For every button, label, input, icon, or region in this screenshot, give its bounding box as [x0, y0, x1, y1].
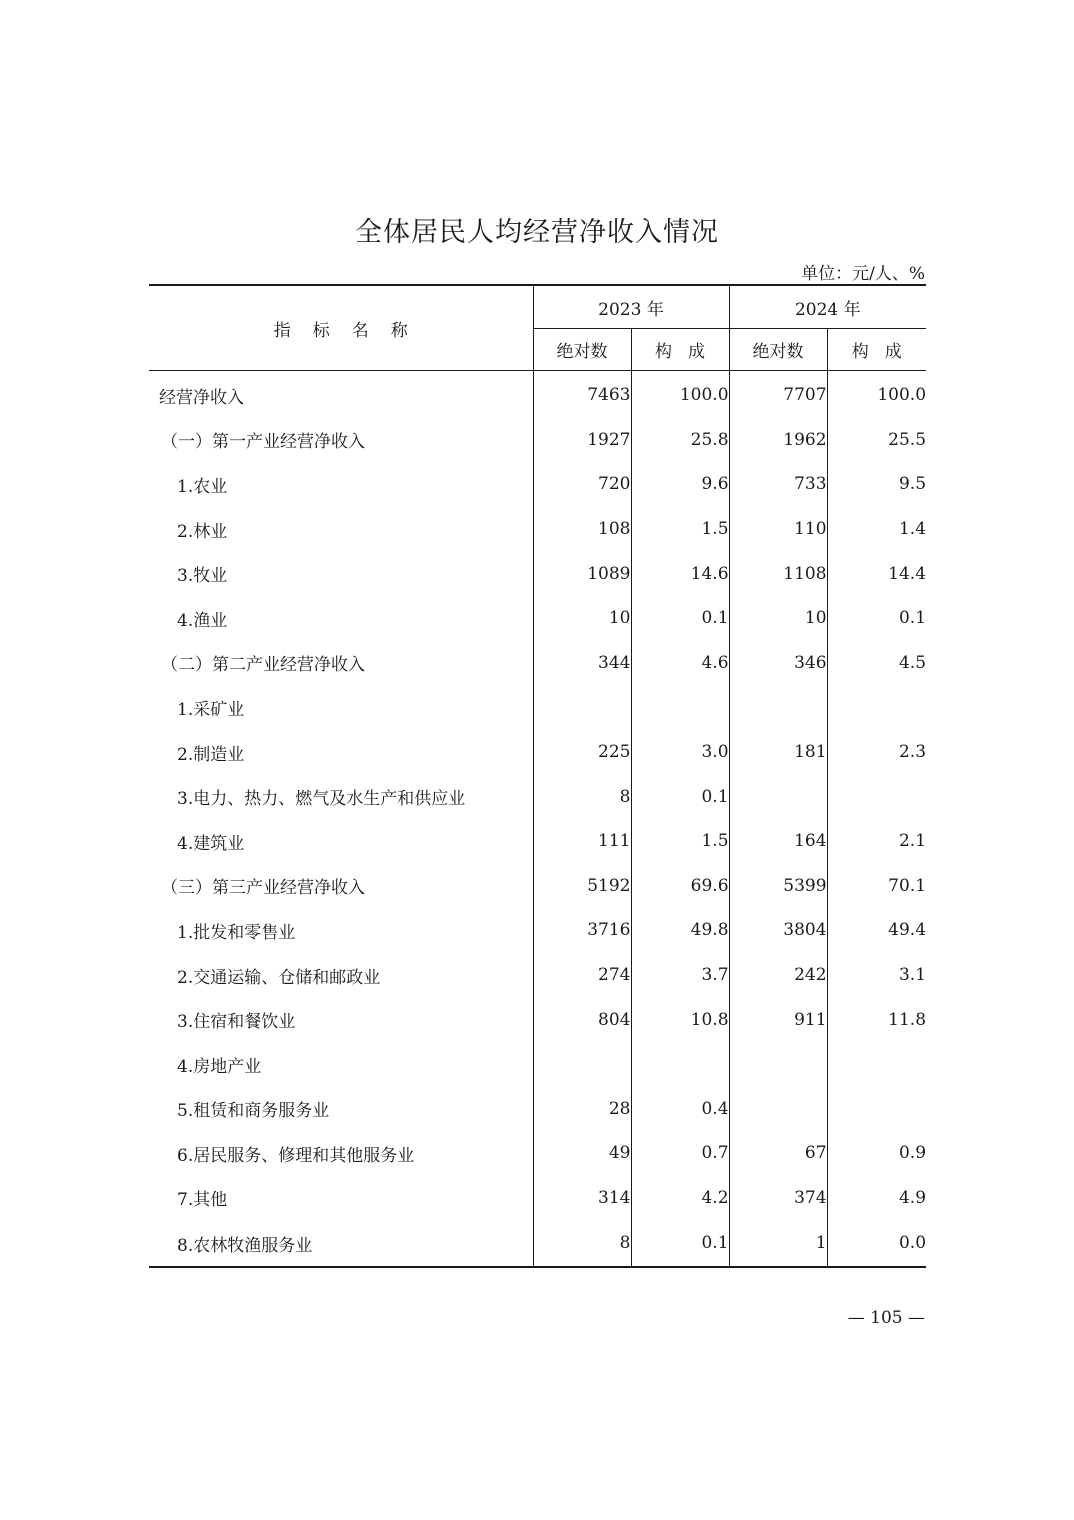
page-number: — 105 —: [847, 1308, 925, 1328]
value-2023-composition: 4.6: [631, 641, 729, 686]
value-2024-absolute: [729, 1042, 827, 1087]
composition-header-2024: 构成: [827, 329, 926, 371]
value-2024-absolute: [729, 685, 827, 730]
value-2024-composition: 2.1: [898, 831, 927, 852]
value-2024-composition: 4.9: [898, 1187, 927, 1208]
table-row: [149, 774, 926, 819]
table-row: [149, 1220, 926, 1267]
value-2024-composition: 0.1: [898, 608, 927, 629]
table-row: [149, 1042, 926, 1087]
row-name: 8.农林牧渔服务业: [149, 1220, 533, 1267]
value-2023-absolute: 108: [533, 507, 631, 552]
table-row: [149, 1131, 926, 1176]
row-name: 4.建筑业: [149, 819, 533, 864]
value-2023-absolute: 344: [533, 641, 631, 686]
value-2024-composition: 3.1: [898, 965, 927, 986]
value-2023-absolute: 8: [533, 774, 631, 819]
value-2023-absolute: [533, 685, 631, 730]
value-2024-composition: 14.4: [888, 563, 927, 584]
value-2023-absolute: 274: [533, 953, 631, 998]
table-row: [149, 997, 926, 1042]
table-row: [149, 908, 926, 953]
value-2024-absolute: 374: [729, 1176, 827, 1221]
value-2023-absolute: [533, 1042, 631, 1087]
row-name: 1.批发和零售业: [149, 908, 533, 953]
value-2024-composition: 2.3: [898, 742, 927, 763]
value-2023-absolute: 1089: [533, 551, 631, 596]
value-2024-absolute: 1: [729, 1220, 827, 1267]
row-name: 3.电力、热力、燃气及水生产和供应业: [149, 774, 533, 819]
row-name: 5.租赁和商务服务业: [149, 1087, 533, 1132]
value-2023-absolute: 720: [533, 462, 631, 507]
indicator-header: 指标名称: [149, 285, 533, 371]
table-row: [149, 730, 926, 775]
value-2023-absolute: 5192: [533, 864, 631, 909]
value-2024-absolute: 10: [729, 596, 827, 641]
year-header-2024: 2024 年: [729, 285, 926, 329]
value-2024-absolute: 164: [729, 819, 827, 864]
table-row: [149, 1176, 926, 1221]
absolute-header-2024: 绝对数: [729, 329, 827, 371]
value-2024-composition: [827, 1042, 926, 1087]
value-2024-absolute: 181: [729, 730, 827, 775]
unit-label: 单位：元/人、%: [801, 264, 925, 284]
table-row: [149, 819, 926, 864]
value-2024-absolute: 242: [729, 953, 827, 998]
row-name: 4.渔业: [149, 596, 533, 641]
row-name: 7.其他: [149, 1176, 533, 1221]
value-2023-composition: 0.4: [631, 1087, 729, 1132]
value-2023-absolute: 7463: [533, 371, 631, 418]
table-row: [149, 641, 926, 686]
row-name: 2.林业: [149, 507, 533, 552]
row-name: （二）第二产业经营净收入: [149, 641, 533, 686]
value-2023-absolute: 111: [533, 819, 631, 864]
value-2024-absolute: 7707: [729, 371, 827, 418]
value-2023-absolute: 28: [533, 1087, 631, 1132]
table-row: [149, 953, 926, 998]
row-name: 3.住宿和餐饮业: [149, 997, 533, 1042]
value-2024-absolute: 5399: [729, 864, 827, 909]
row-name: 2.制造业: [149, 730, 533, 775]
row-name: 1.农业: [149, 462, 533, 507]
value-2024-absolute: 3804: [729, 908, 827, 953]
value-2023-composition: 0.7: [631, 1131, 729, 1176]
value-2024-absolute: 1962: [729, 418, 827, 463]
value-2024-composition: 0.0: [827, 1220, 926, 1267]
value-2023-absolute: 225: [533, 730, 631, 775]
table-row: [149, 1087, 926, 1132]
value-2023-composition: 0.1: [631, 596, 729, 641]
value-2023-absolute: 804: [533, 997, 631, 1042]
row-name: （三）第三产业经营净收入: [149, 864, 533, 909]
value-2024-composition: 0.9: [898, 1143, 927, 1164]
value-2023-composition: 9.6: [631, 462, 729, 507]
table-row: [149, 551, 926, 596]
table-row: [149, 864, 926, 909]
value-2024-composition: 100.0: [877, 385, 927, 406]
value-2024-absolute: 67: [729, 1131, 827, 1176]
value-2023-absolute: 8: [533, 1220, 631, 1267]
table-row: [149, 596, 926, 641]
row-name: 经营净收入: [149, 371, 533, 418]
value-2024-absolute: 1108: [729, 551, 827, 596]
value-2023-composition: 10.8: [631, 997, 729, 1042]
table-row: [149, 685, 926, 730]
value-2023-composition: 25.8: [631, 418, 729, 463]
value-2024-absolute: 346: [729, 641, 827, 686]
composition-header-2023: 构成: [631, 329, 729, 371]
value-2023-absolute: 10: [533, 596, 631, 641]
table-row: [149, 507, 926, 552]
value-2023-composition: 3.0: [631, 730, 729, 775]
value-2023-absolute: 49: [533, 1131, 631, 1176]
table-row: [149, 371, 926, 418]
value-2024-composition: 1.4: [898, 519, 927, 540]
value-2023-composition: 0.1: [631, 1220, 729, 1267]
value-2024-absolute: [729, 774, 827, 819]
value-2024-composition: 4.5: [898, 652, 927, 673]
value-2024-composition: [827, 774, 926, 819]
value-2023-composition: [631, 685, 729, 730]
absolute-header-2023: 绝对数: [533, 329, 631, 371]
value-2023-composition: [631, 1042, 729, 1087]
page-title: 全体居民人均经营净收入情况: [355, 217, 719, 248]
row-name: 6.居民服务、修理和其他服务业: [149, 1131, 533, 1176]
value-2023-absolute: 3716: [533, 908, 631, 953]
value-2024-absolute: 911: [729, 997, 827, 1042]
row-name: 1.采矿业: [149, 685, 533, 730]
value-2024-absolute: [729, 1087, 827, 1132]
value-2024-composition: 9.5: [898, 474, 927, 495]
value-2023-composition: 100.0: [631, 371, 729, 418]
row-name: 4.房地产业: [149, 1042, 533, 1087]
value-2024-composition: 49.4: [888, 920, 927, 941]
value-2024-composition: [827, 685, 926, 730]
income-table: [149, 284, 926, 1268]
table-row: [149, 462, 926, 507]
value-2023-composition: 1.5: [631, 507, 729, 552]
value-2023-composition: 0.1: [631, 774, 729, 819]
value-2023-composition: 4.2: [631, 1176, 729, 1221]
value-2024-composition: 25.5: [888, 429, 927, 450]
row-name: 3.牧业: [149, 551, 533, 596]
value-2024-absolute: 733: [729, 462, 827, 507]
table-row: [149, 418, 926, 463]
value-2023-composition: 49.8: [631, 908, 729, 953]
value-2023-composition: 69.6: [631, 864, 729, 909]
value-2023-composition: 14.6: [631, 551, 729, 596]
value-2024-absolute: 110: [729, 507, 827, 552]
value-2023-absolute: 1927: [533, 418, 631, 463]
value-2024-composition: [827, 1087, 926, 1132]
value-2023-absolute: 314: [533, 1176, 631, 1221]
value-2024-composition: 11.8: [888, 1009, 927, 1030]
row-name: （一）第一产业经营净收入: [149, 418, 533, 463]
row-name: 2.交通运输、仓储和邮政业: [149, 953, 533, 998]
value-2024-composition: 70.1: [888, 875, 927, 896]
value-2023-composition: 3.7: [631, 953, 729, 998]
value-2023-composition: 1.5: [631, 819, 729, 864]
year-header-2023: 2023 年: [533, 285, 729, 329]
